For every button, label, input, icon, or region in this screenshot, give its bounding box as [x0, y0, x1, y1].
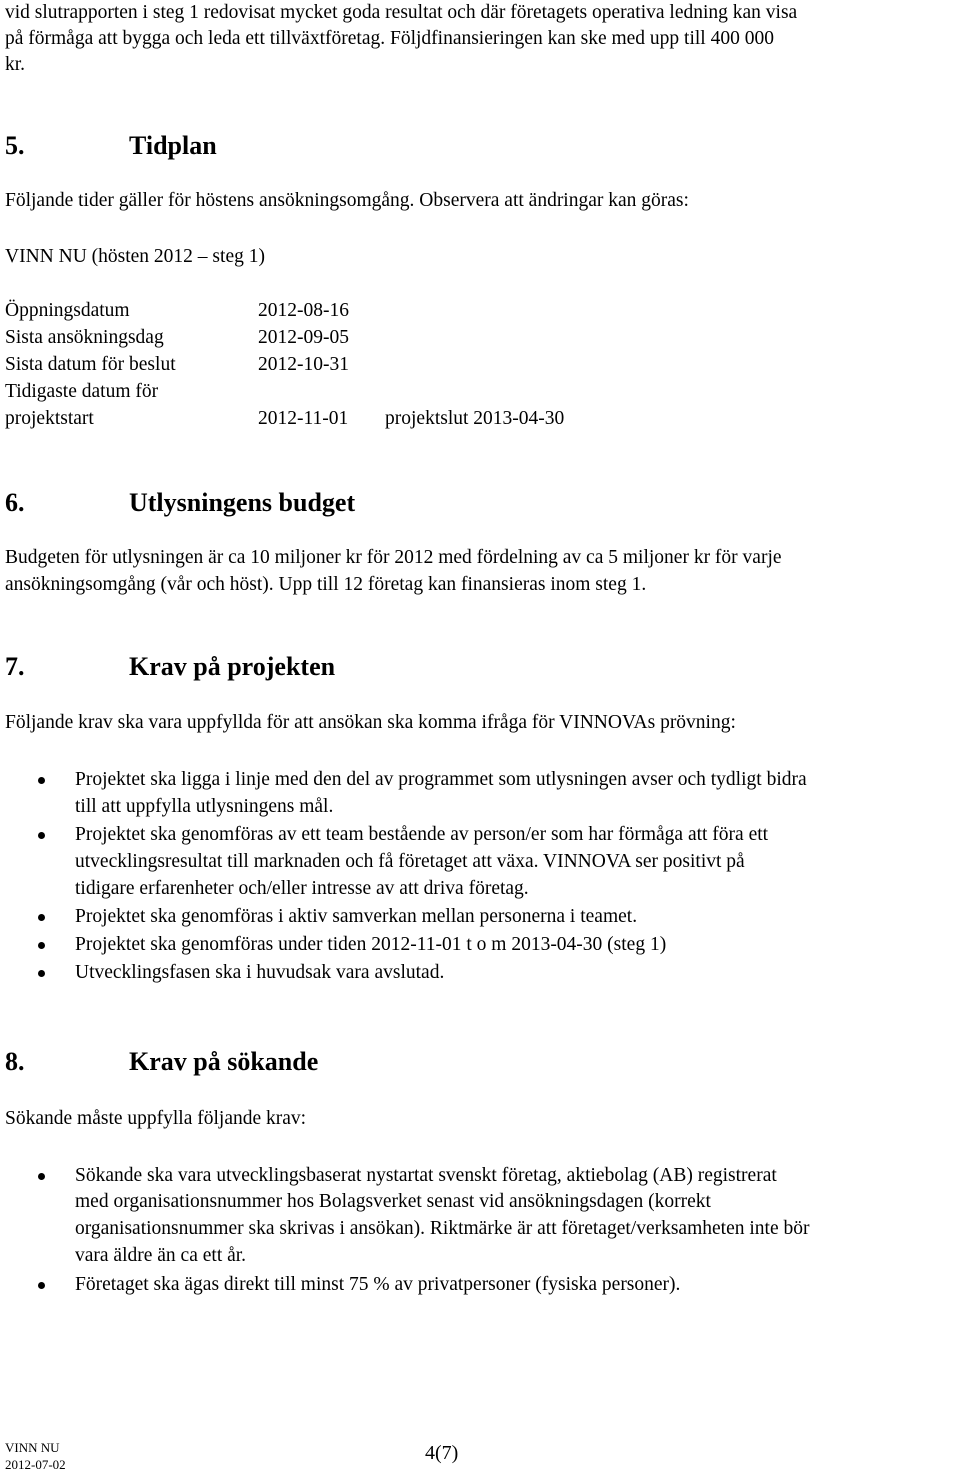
bullet-dot [38, 832, 45, 839]
section-5-heading [5, 130, 217, 162]
section-5-intro: Följande tider gäller för höstens ansökningsomgång. Observera att ändringar kan göras: [5, 190, 689, 211]
section-7-title: Krav på projekten [129, 652, 336, 681]
schedule-end-text: projektslut 2013-04-30 [385, 408, 565, 429]
bullet-dot [38, 1282, 45, 1289]
list-item-cont: till att uppfylla utlysningens mål. [75, 796, 334, 817]
intro-line-2: på förmåga att bygga och leda ett tillväxtföretag. Följdfinansieringen kan ske med upp till 400 000 [5, 28, 774, 49]
section-8-title: Krav på sökande [129, 1047, 319, 1076]
bullet-dot [38, 970, 45, 977]
list-item-cont: organisationsnummer ska skrivas i ansökan). Riktmärke är att företaget/verksamheten inte bör [75, 1218, 810, 1239]
section-6-heading [5, 487, 355, 519]
schedule-start-label-1: Tidigaste datum för [5, 381, 159, 402]
list-item: Projektet ska genomföras under tiden 2012-11-01 t o m 2013-04-30 (steg 1) [75, 934, 667, 955]
section-7-heading [5, 651, 335, 683]
section-8-number: 8. [5, 1047, 25, 1076]
bullet-dot [38, 942, 45, 949]
footer-date: 2012-07-02 [5, 1457, 66, 1472]
list-item: Företaget ska ägas direkt till minst 75 % av privatpersoner (fysiska personer). [75, 1274, 681, 1295]
schedule-label: Öppningsdatum [5, 300, 130, 321]
list-item: Utvecklingsfasen ska i huvudsak vara avslutad. [75, 962, 445, 983]
page-number: 4(7) [425, 1442, 459, 1464]
intro-line-3: kr. [5, 54, 26, 75]
schedule-label: Sista datum för beslut [5, 354, 176, 375]
schedule-value: 2012-08-16 [258, 300, 349, 321]
section-8-intro: Sökande måste uppfylla följande krav: [5, 1108, 307, 1129]
bullet-dot [38, 777, 45, 784]
section-8-heading [5, 1046, 318, 1078]
bullet-dot [38, 914, 45, 921]
schedule-value: 2012-10-31 [258, 354, 349, 375]
section-6-line-2: ansökningsomgång (vår och höst). Upp till 12 företag kan finansieras inom steg 1. [5, 574, 647, 595]
section-5-title: Tidplan [129, 131, 217, 160]
intro-line-1: vid slutrapporten i steg 1 redovisat mycket goda resultat och där företagets operativa ledning kan visa [5, 2, 798, 23]
section-5-subtitle: VINN NU (hösten 2012 – steg 1) [5, 246, 265, 267]
schedule-label: Sista ansökningsdag [5, 327, 164, 348]
schedule-value: 2012-09-05 [258, 327, 349, 348]
list-item: Projektet ska ligga i linje med den del av programmet som utlysningen avser och tydligt bidra [75, 769, 807, 790]
section-7-number: 7. [5, 652, 25, 681]
section-5-number: 5. [5, 131, 25, 160]
schedule-start-value: 2012-11-01 [258, 408, 349, 429]
section-6-line-1: Budgeten för utlysningen är ca 10 miljoner kr för 2012 med fördelning av ca 5 miljoner kr för varje [5, 547, 782, 568]
bullet-dot [38, 1173, 45, 1180]
schedule-start-label-2: projektstart [5, 408, 94, 429]
list-item-cont: utvecklingsresultat till marknaden och få företaget att växa. VINNOVA ser positivt på [75, 851, 745, 872]
list-item: Projektet ska genomföras av ett team bestående av person/er som har förmåga att föra ett [75, 824, 769, 845]
section-7-intro: Följande krav ska vara uppfyllda för att ansökan ska komma ifråga för VINNOVAs prövning: [5, 712, 736, 733]
section-6-number: 6. [5, 488, 25, 517]
list-item: Sökande ska vara utvecklingsbaserat nystartat svenskt företag, aktiebolag (AB) registrerat [75, 1165, 777, 1186]
footer-doc-name: VINN NU [5, 1440, 60, 1455]
list-item: Projektet ska genomföras i aktiv samverkan mellan personerna i teamet. [75, 906, 638, 927]
list-item-cont: tidigare erfarenheter och/eller intresse av att driva företag. [75, 878, 529, 899]
list-item-cont: med organisationsnummer hos Bolagsverket senast vid ansökningsdagen (korrekt [75, 1191, 711, 1212]
list-item-cont: vara äldre än ca ett år. [75, 1245, 247, 1266]
section-6-title: Utlysningens budget [129, 488, 356, 517]
